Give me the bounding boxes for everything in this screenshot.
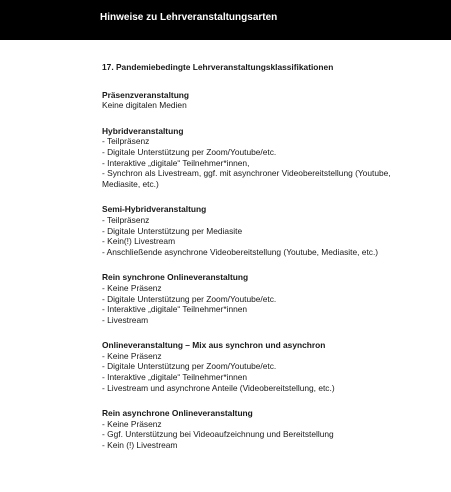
list-item: - Kein(!) Livestream bbox=[102, 236, 176, 247]
list-item: - Livestream bbox=[102, 314, 149, 325]
block-title: Rein synchrone Onlineveranstaltung bbox=[102, 272, 249, 283]
list-item: - Keine Präsenz bbox=[102, 418, 162, 429]
list-item: - Interaktive „digitale“ Teilnehmer*innen, bbox=[102, 157, 250, 168]
list-item: - Digitale Unterstützung per Zoom/Youtube/etc. bbox=[102, 146, 277, 157]
block-mix bbox=[102, 340, 422, 393]
list-item: - Ggf. Unterstützung bei Videoaufzeichnung und Bereitstellung bbox=[102, 429, 334, 440]
list-item: Keine digitalen Medien bbox=[102, 100, 187, 111]
block-title: Semi-Hybridveranstaltung bbox=[102, 204, 207, 215]
block-rein-asynchron bbox=[102, 408, 422, 450]
block-title: Hybridveranstaltung bbox=[102, 125, 184, 136]
list-item: - Kein (!) Livestream bbox=[102, 440, 178, 451]
list-item: - Keine Präsenz bbox=[102, 282, 162, 293]
list-item: - Digitale Unterstützung per Zoom/Youtube/etc. bbox=[102, 293, 277, 304]
document-content bbox=[102, 62, 422, 466]
block-title: Rein asynchrone Onlineveranstaltung bbox=[102, 408, 253, 419]
header-bar bbox=[0, 0, 451, 40]
list-item: - Livestream und asynchrone Anteile (Videobereitstellung, etc.) bbox=[102, 382, 335, 393]
block-semi-hybrid bbox=[102, 204, 422, 257]
list-item: - Interaktive „digitale“ Teilnehmer*innen bbox=[102, 304, 248, 315]
list-item: - Keine Präsenz bbox=[102, 350, 162, 361]
block-hybrid bbox=[102, 126, 422, 190]
page-title: Hinweise zu Lehrveranstaltungsarten bbox=[100, 12, 278, 23]
list-item: - Digitale Unterstützung per Mediasite bbox=[102, 225, 243, 236]
block-title: Präsenzveranstaltung bbox=[102, 89, 190, 100]
list-item: - Anschließende asynchrone Videobereitstellung (Youtube, Mediasite, etc.) bbox=[102, 246, 379, 257]
section-heading: 17. Pandemiebedingte Lehrveranstaltungsklassifikationen bbox=[102, 62, 334, 72]
block-rein-synchron bbox=[102, 272, 422, 325]
block-praesenz bbox=[102, 90, 422, 111]
list-item: - Digitale Unterstützung per Zoom/Youtube/etc. bbox=[102, 361, 277, 372]
block-title: Onlineveranstaltung – Mix aus synchron und asynchron bbox=[102, 340, 326, 351]
list-item: - Interaktive „digitale“ Teilnehmer*innen bbox=[102, 372, 248, 383]
list-item: - Synchron als Livestream, ggf. mit asynchroner Videobereitstellung (Youtube, Mediasite, etc.) bbox=[102, 168, 391, 189]
list-item: - Teilpräsenz bbox=[102, 136, 150, 147]
list-item: - Teilpräsenz bbox=[102, 214, 150, 225]
